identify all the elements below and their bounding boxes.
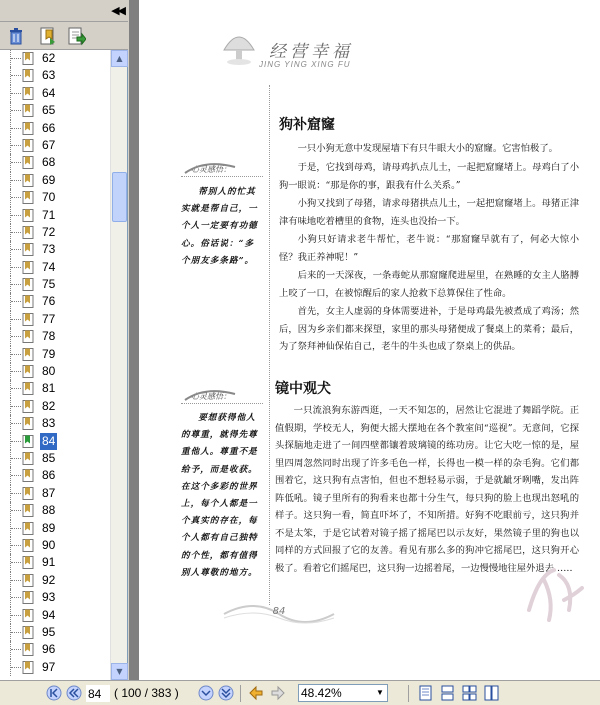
bookmark-label: 73 [42,242,56,257]
tree-branch [11,545,21,546]
page-number-input[interactable] [86,685,110,702]
bookmark-icon [22,382,34,395]
column-divider [269,85,270,605]
bookmark-item[interactable] [0,137,110,154]
bookmark-item[interactable] [0,467,110,484]
tree-branch [11,388,21,389]
bookmark-label: 66 [42,120,56,135]
back-arrow-icon[interactable] [248,685,264,701]
bookmark-label: 67 [42,137,56,152]
bookmark-icon [22,191,34,204]
paragraph: 一只流浪狗东游西逛，一天不知怎的，居然让它混进了舞蹈学院。正值假期，学校无人，狗便大摇大摆地在各个教室间“巡视”。无意间，它探头探脑地走进了一间四壁都镶着玻璃镜的练功房。让它大吃一惊的是，屋里四周忽然同时出现了许多毛色一样，长得也一模一样的杂毛狗。它们都围着它，这只狗有点害怕，但也不想轻易示弱，于是就龇牙咧嘴，发出阵阵低吼。镜子里所有的狗看来也都十分生气，每只狗的脸上也现出怒吼的样子。这只狗一看，简直吓坏了，不知所措。好狗不吃眼前亏，这只狗并不是太笨，于是它试着对镜子摇了摇尾巴以示友好，果然镜子里的狗也以同样的方式回报了它的友善。看见有那么多的狗冲它摇尾巴，这只狗开心极了。看着它们摇尾巴，这只狗一边摇着尾，一边慢慢地往屋外退去…… [275,405,579,574]
bookmark-item[interactable] [0,293,110,310]
bookmark-label: 70 [42,190,56,205]
tree-branch [11,267,21,268]
bookmark-icon [22,122,34,135]
bookmark-label: 92 [42,572,56,587]
page-number: 84 [272,606,286,617]
bookmark-item[interactable] [0,520,110,537]
bookmark-label: 74 [42,259,56,274]
scroll-down-icon[interactable]: ▼ [111,663,128,680]
bookmark-label: 87 [42,485,56,500]
tree-branch [11,180,21,181]
insight-rule [181,176,263,177]
tree-branch [11,493,21,494]
swoosh-decoration-icon [183,161,243,177]
bookmark-scrollbar[interactable] [110,50,127,680]
dropdown-arrow-icon[interactable]: ▼ [376,688,384,697]
bookmark-item[interactable] [0,589,110,606]
bookmark-item[interactable] [0,398,110,415]
bookmark-item[interactable] [0,450,110,467]
bookmark-label: 90 [42,537,56,552]
bookmark-item[interactable] [0,120,110,137]
bookmark-item[interactable] [0,259,110,276]
page-count: ( 100 / 383 ) [114,686,179,700]
bookmark-item[interactable] [0,207,110,224]
insight-tag-label: 心灵感悟： [191,165,231,174]
bookmark-label: 85 [42,450,56,465]
bookmark-label: 96 [42,642,56,657]
bookmark-icon [22,295,34,308]
bookmark-icon [22,243,34,256]
bookmark-item[interactable] [0,554,110,571]
bookmark-item[interactable] [0,537,110,554]
tree-branch [11,145,21,146]
bookmark-item[interactable] [0,67,110,84]
bookmark-label: 93 [42,590,56,605]
bookmark-icon [22,69,34,82]
bookmark-item[interactable] [0,224,110,241]
bookmark-label: 75 [42,277,56,292]
forward-arrow-icon[interactable] [270,685,286,701]
bookmark-label: 71 [42,207,56,222]
tree-branch [11,615,21,616]
swoosh-decoration-icon [183,388,243,404]
previous-page-icon[interactable] [66,685,82,701]
bookmark-icon [22,365,34,378]
tree-branch [11,128,21,129]
bookmark-icon [22,574,34,587]
tree-branch [11,649,21,650]
bookmark-icon [22,522,34,535]
tree-branch [11,406,21,407]
bookmark-item[interactable] [0,624,110,641]
tree-branch [11,249,21,250]
bookmark-icon [22,226,34,239]
insight-tag-label: 心灵感悟： [191,392,231,401]
bookmark-item[interactable] [0,172,110,189]
bookmark-icon [22,469,34,482]
bookmark-item[interactable] [0,311,110,328]
bookmark-item[interactable] [0,572,110,589]
bookmark-item[interactable] [0,641,110,658]
tree-branch [11,441,21,442]
bookmarks-panel [0,0,128,680]
zoom-select[interactable] [298,684,388,702]
bookmark-item[interactable] [0,363,110,380]
scroll-up-icon[interactable]: ▲ [111,50,128,67]
bookmark-item[interactable] [0,276,110,293]
tree-branch [11,232,21,233]
bookmark-icon [22,504,34,517]
continuous-view-icon[interactable] [440,685,455,701]
bookmark-item[interactable] [0,659,110,676]
bookmark-label: 78 [42,329,56,344]
bookmark-item[interactable] [0,328,110,345]
bookmark-label: 83 [42,416,56,431]
tree-branch [11,597,21,598]
tree-branch [11,510,21,511]
bookmark-label: 69 [42,172,56,187]
bookmark-icon [22,156,34,169]
paragraph: 小狗又找到了母猪，请求母猪拱点儿土，一起把窟窿堵上。母猪正津津有味地吃着槽里的食物，连头也没抬一下。 [279,198,579,227]
insight-text: 要想获得他人的尊重，就得先尊重他人。尊重不是给予，而是收获。在这个多彩的世界上，每个人都是一个真实的存在，每个人都有自己独特的个性，都有值得别人尊敬的地方。 [181,413,258,578]
bookmark-icon [22,104,34,117]
zoom-value: 48.42% [301,686,342,700]
bookmark-icon [22,400,34,413]
bookmark-item[interactable] [0,102,110,119]
bookmark-icon [22,591,34,604]
bookmark-icon [22,626,34,639]
bookmark-label: 65 [42,103,56,118]
bookmark-icon [22,452,34,465]
last-page-icon[interactable] [218,685,234,701]
tree-branch [11,458,21,459]
bookmark-icon [22,139,34,152]
bookmark-item[interactable] [0,241,110,258]
insight-text: 帮别人的忙其实就是帮自己，一个人一定要有功德心。俗话说：“多个朋友多条路”。 [181,187,258,266]
tree-branch [11,58,21,59]
tree-branch [11,162,21,163]
bookmark-toolbar [0,22,128,50]
insight-tag [191,164,231,175]
bookmark-item[interactable] [0,189,110,206]
bookmark-item[interactable] [0,415,110,432]
bookmark-icon [22,330,34,343]
bookmark-label: 63 [42,68,56,83]
bookmark-item[interactable] [0,607,110,624]
document-area [129,0,600,680]
panel-header [0,0,128,22]
bookmark-icon [22,661,34,674]
trash-icon[interactable] [6,26,26,46]
insight-tag [191,391,231,402]
tree-branch [11,632,21,633]
tree-branch [11,354,21,355]
bookmark-icon [22,52,34,65]
bookmark-icon [22,174,34,187]
tree-branch [11,301,21,302]
tree-branch [11,284,21,285]
navigation-bar [0,680,600,705]
bookmark-icon [22,87,34,100]
bookmark-item[interactable] [0,154,110,171]
paragraph: 首先，女主人虚弱的身体需要进补，于是母鸡最先被煮成了鸡汤；然后，因为乡亲们都来探望，家里的那头母猪便成了餐桌上的菜肴；最后，为了祭拜神仙保佑自己，老牛的牛头也成了祭桌上的供品。 [279,306,579,352]
bookmark-label: 72 [42,224,56,239]
bookmark-icon [22,643,34,656]
new-bookmark-icon[interactable] [38,26,58,46]
bookmark-icon [22,348,34,361]
bookmark-icon [22,261,34,274]
tree-branch [11,371,21,372]
bookmark-label: 95 [42,624,56,639]
bookmark-item[interactable] [0,502,110,519]
bookmark-item[interactable] [0,346,110,363]
section-title: 镜中观犬 [275,381,331,397]
paragraph: 一只小狗无意中发现屋墙下有只牛眼大小的窟窿。它害怕极了。 [297,143,558,154]
bookmark-item[interactable] [0,85,110,102]
bookmark-icon [22,539,34,552]
tree-branch [11,336,21,337]
bookmark-item[interactable] [0,380,110,397]
page-view [139,0,600,680]
bookmark-label: 76 [42,294,56,309]
scroll-thumb[interactable] [112,172,127,222]
bookmark-icon [22,435,34,448]
bookmark-label: 82 [42,398,56,413]
tree-branch [11,110,21,111]
paragraph: 后来的一天深夜，一条毒蛇从那窟窿爬进屋里，在熟睡的女主人胳膊上咬了一口，在被惊醒后的家人抢救下总算保住了性命。 [279,270,579,299]
bookmark-label: 62 [42,51,56,65]
insight-rule [181,403,263,404]
bookmark-icon [22,487,34,500]
bookmark-item[interactable] [0,50,110,67]
bookmark-label: 68 [42,155,56,170]
tree-branch [11,215,21,216]
bookmark-label: 84 [42,433,56,448]
bookmark-list [0,50,110,680]
bookmark-icon [22,609,34,622]
bookmark-icon [22,556,34,569]
tree-branch [11,93,21,94]
tree-branch [11,423,21,424]
toolbar-separator [240,685,241,702]
toolbar-separator [408,685,409,702]
running-header-title: 经营幸福 [269,42,353,62]
facing-pages-view-icon[interactable] [462,685,477,701]
bookmark-label: 80 [42,364,56,379]
running-header-subtitle: JING YING XING FU [259,60,351,69]
bookmark-label: 94 [42,607,56,622]
goto-bookmark-icon[interactable] [66,26,86,46]
tree-branch [11,667,21,668]
bookmark-label: 91 [42,555,56,570]
bookmark-icon [22,313,34,326]
first-page-icon[interactable] [46,685,62,701]
continuous-facing-view-icon[interactable] [484,685,499,701]
tree-branch [11,475,21,476]
bookmark-icon [22,417,34,430]
tree-branch [11,319,21,320]
bookmark-label: 89 [42,520,56,535]
bookmark-label: 86 [42,468,56,483]
lamp-decoration-icon [214,22,264,68]
bookmark-item[interactable] [0,485,110,502]
tree-branch [11,580,21,581]
paragraph: 小狗只好请求老牛帮忙，老牛说：“那窟窿早就有了，何必大惊小怪？我正养神呢！” [279,234,579,263]
bookmark-label: 97 [42,659,56,674]
section-title: 狗补窟窿 [279,117,335,133]
bookmark-icon [22,209,34,222]
collapse-panel-icon[interactable]: ◀◀ [111,4,124,17]
bookmark-item[interactable] [0,433,110,450]
tree-branch [11,75,21,76]
next-page-icon[interactable] [198,685,214,701]
tree-branch [11,197,21,198]
watermark-stamp-icon [519,560,589,630]
bookmark-icon [22,278,34,291]
bookmark-label: 79 [42,346,56,361]
single-page-view-icon[interactable] [418,685,433,701]
tree-branch [11,562,21,563]
bookmark-label: 81 [42,381,56,396]
bookmark-label: 77 [42,311,56,326]
bookmark-label: 64 [42,85,56,100]
tree-branch [11,528,21,529]
bookmark-label: 88 [42,503,56,518]
paragraph: 于是，它找到母鸡，请母鸡扒点儿土，一起把窟窿堵上。母鸡白了小狗一眼说：“那是你的事，跟我有什么关系。” [279,162,579,191]
